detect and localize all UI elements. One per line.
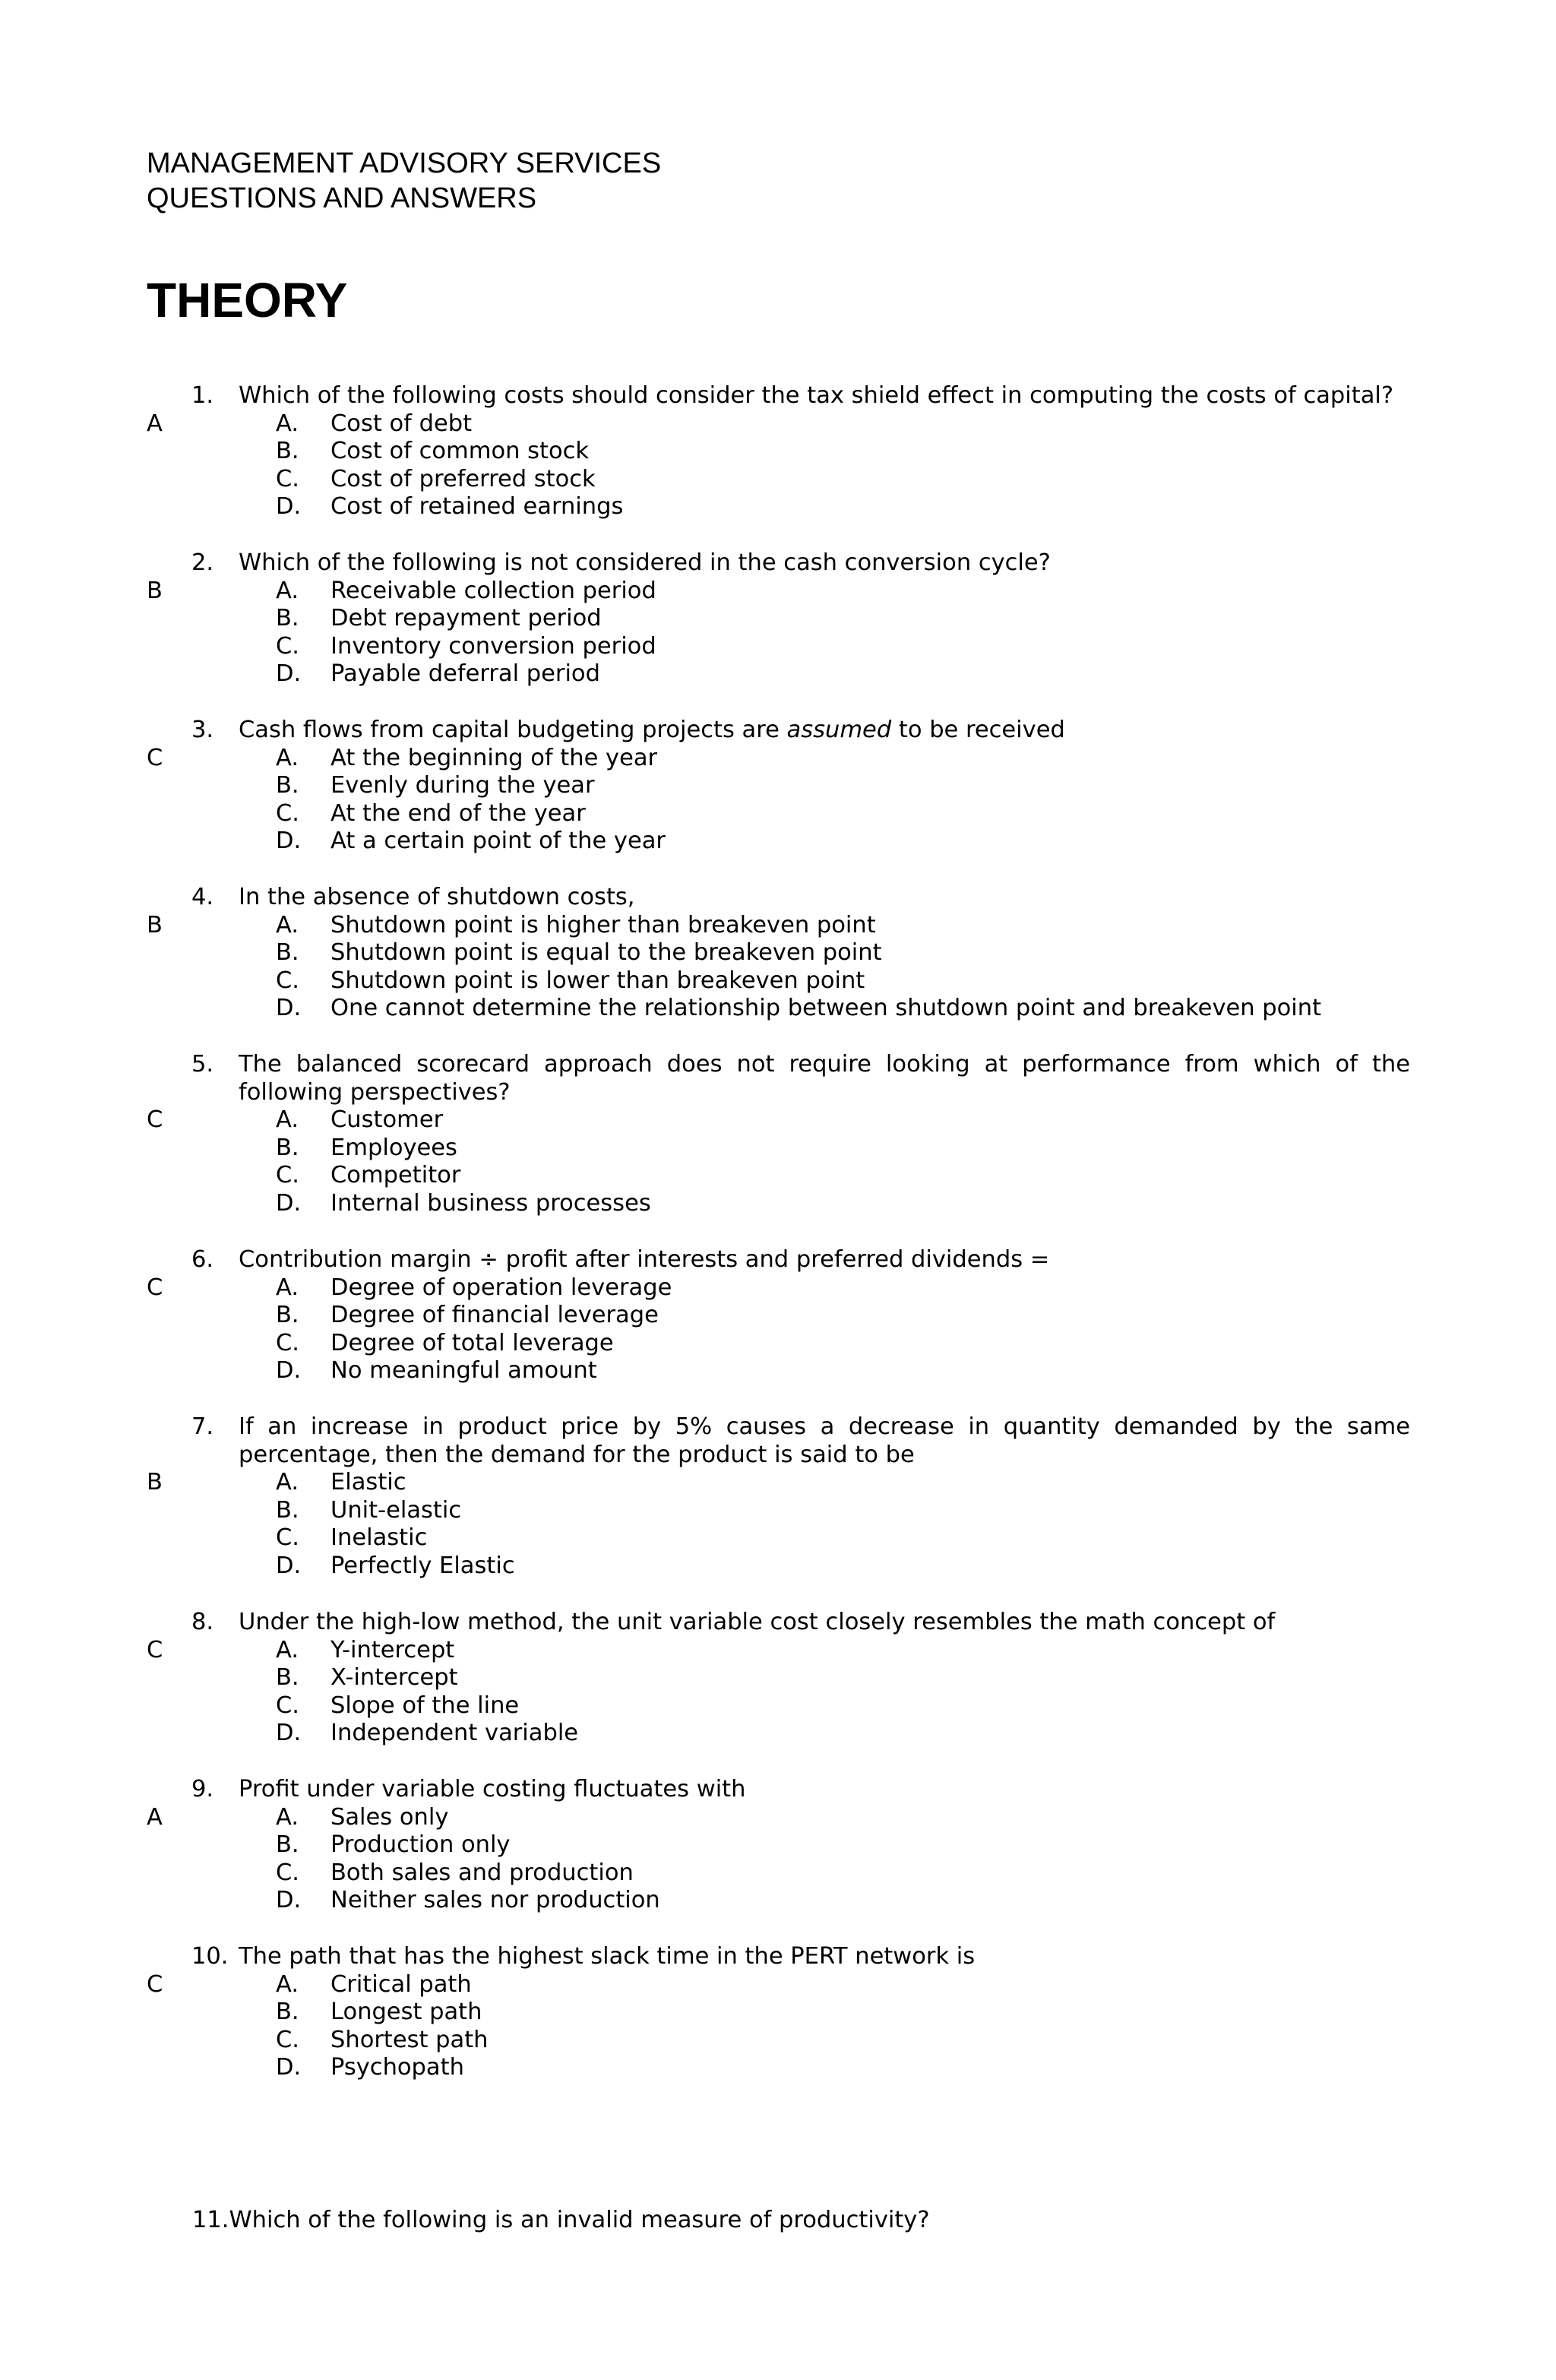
answer-key: C [147,1274,163,1301]
option-letter: D. [276,1887,302,1914]
option-text: Cost of preferred stock [330,465,596,492]
option-c [276,1330,614,1358]
question-text: In the absence of shutdown costs, [239,884,635,910]
question-number: 4. [191,884,214,910]
option-text: At the beginning of the year [330,744,658,771]
question-number: 5. [191,1051,214,1078]
question-number: 6. [191,1246,214,1273]
option-letter: A. [276,1970,299,1998]
option-letter: C. [276,1859,299,1886]
option-b [276,1302,659,1330]
option-d [276,493,623,521]
option-text: Perfectly Elastic [330,1552,515,1579]
option-a [276,1971,472,1999]
option-text: Employees [330,1134,457,1161]
option-text: Shortest path [330,2026,489,2053]
answer-key: B [147,911,163,938]
question-number: 2. [191,549,214,576]
option-d [276,2054,464,2082]
question-text: Which of the following costs should consider the tax shield effect in computing the costs of capital? [239,382,1394,409]
option-letter: D. [276,1190,302,1217]
option-d [276,1720,578,1748]
option-b [276,1831,510,1859]
option-text: Competitor [330,1162,461,1189]
option-letter: C. [276,799,299,827]
option-c [276,1692,519,1720]
option-letter: A. [276,410,299,437]
option-c [276,1859,634,1888]
question-text: Contribution margin ÷ profit after interests and preferred dividends = [239,1246,1050,1273]
option-letter: C. [276,1162,299,1189]
question-stem [191,382,1410,410]
option-c [276,1162,460,1190]
option-letter: D. [276,660,302,688]
option-text: Elastic [330,1469,406,1496]
option-a [276,578,656,606]
option-b [276,1999,482,2027]
answer-key: C [147,744,163,771]
option-text: Cost of common stock [330,438,590,465]
option-d [276,828,666,856]
section-title: THEORY [147,273,348,328]
option-text: Customer [330,1106,444,1134]
question-number: 10. [191,1943,229,1970]
question-stem [191,549,1410,578]
option-letter: B. [276,1831,299,1859]
option-b [276,939,882,967]
option-letter: A. [276,1636,299,1663]
answer-key: B [147,1469,163,1496]
option-letter: D. [276,1552,302,1579]
option-a [276,1469,406,1497]
option-text: Y-intercept [330,1636,455,1663]
option-letter: D. [276,1357,302,1385]
option-c [276,1524,427,1552]
option-letter: A. [276,577,299,604]
question-stem [191,1051,1410,1106]
option-a [276,1106,443,1135]
question-stem [191,1246,1410,1274]
question-emphasis: assumed [786,717,892,743]
question-stem [191,884,1410,912]
question-number: 7. [191,1413,214,1440]
option-letter: C. [276,1524,299,1552]
option-c [276,633,656,661]
option-text: Evenly during the year [330,772,595,799]
question-text: The path that has the highest slack time in the PERT network is [239,1943,976,1970]
option-text: Debt repayment period [330,605,602,632]
option-letter: A. [276,744,299,771]
option-text: Psychopath [330,2054,464,2081]
option-text: Both sales and production [330,1859,634,1886]
option-letter: C. [276,632,299,660]
option-b [276,1135,457,1163]
option-letter: A. [276,911,299,938]
question-text: The balanced scorecard approach does not require looking at performance from which of the following perspectives? [239,1051,1410,1106]
option-a [276,912,876,940]
question-stem [191,1413,1410,1469]
option-text: Unit-elastic [330,1496,462,1524]
option-text: One cannot determine the relationship between shutdown point and breakeven point [330,995,1322,1022]
question-text: Profit under variable costing fluctuates with [239,1776,746,1802]
option-text: Degree of operation leverage [330,1274,672,1301]
answer-key: B [147,577,163,604]
option-text: At the end of the year [330,799,586,827]
option-c [276,2027,489,2055]
option-d [276,995,1321,1023]
option-letter: B. [276,1496,299,1524]
option-text: Slope of the line [330,1692,520,1719]
question-11: 11.Which of the following is an invalid measure of productivity? [192,2207,930,2233]
option-text: Production only [330,1831,511,1859]
option-text: Independent variable [330,1720,579,1747]
option-letter: D. [276,1720,302,1747]
option-letter: A. [276,1106,299,1134]
option-d [276,1190,651,1218]
option-b [276,1664,458,1692]
option-c [276,967,865,995]
option-a [276,745,657,773]
question-stem [191,1609,1410,1637]
option-letter: D. [276,995,302,1022]
option-letter: B. [276,1302,299,1329]
question-number: 8. [191,1609,214,1635]
question-number: 3. [191,717,214,743]
option-b [276,605,602,633]
option-letter: B. [276,438,299,465]
question-number: 1. [191,382,214,409]
option-b [276,772,595,800]
option-text: Degree of total leverage [330,1329,614,1356]
question-stem [191,1776,1410,1804]
option-d [276,1357,597,1385]
option-letter: B. [276,1999,299,2026]
answer-key: C [147,1106,163,1134]
option-d [276,1552,515,1581]
option-a [276,1274,672,1302]
option-letter: C. [276,1692,299,1719]
option-letter: A. [276,1274,299,1301]
answer-key: C [147,1636,163,1663]
option-text: Inventory conversion period [330,632,656,660]
option-text: Shutdown point is equal to the breakeven point [330,939,882,967]
header-line-2: QUESTIONS AND ANSWERS [147,182,537,214]
option-text: Cost of retained earnings [330,493,624,521]
option-letter: D. [276,493,302,521]
option-letter: B. [276,939,299,967]
answer-key: C [147,1970,163,1998]
option-text: Internal business processes [330,1190,651,1217]
answer-key: A [147,1803,163,1831]
option-text: Critical path [330,1970,472,1998]
question-stem [191,1943,1410,1971]
question-text: Cash flows from capital budgeting projects are [239,717,787,743]
option-text: Receivable collection period [330,577,656,604]
question-number: 9. [191,1776,214,1802]
option-text: Cost of debt [330,410,473,437]
answer-key: A [147,410,163,437]
option-text: No meaningful amount [330,1357,597,1385]
option-text: Shutdown point is higher than breakeven point [330,911,876,938]
option-text: Neither sales nor production [330,1887,660,1914]
header-line-1: MANAGEMENT ADVISORY SERVICES [147,147,662,179]
option-letter: B. [276,605,299,632]
option-b [276,438,589,466]
option-letter: A. [276,1469,299,1496]
option-letter: C. [276,967,299,994]
option-letter: C. [276,465,299,492]
option-text: Sales only [330,1803,449,1831]
option-letter: B. [276,772,299,799]
option-a [276,1637,454,1665]
option-text: Inelastic [330,1524,428,1552]
option-text: X-intercept [330,1664,458,1692]
option-text: Shutdown point is lower than breakeven point [330,967,865,994]
question-text-end: to be received [891,717,1065,743]
document-header [147,146,661,216]
option-d [276,660,600,688]
option-a [276,410,472,438]
option-letter: D. [276,828,302,855]
option-text: At a certain point of the year [330,828,666,855]
option-b [276,1497,461,1525]
option-letter: C. [276,2026,299,2053]
option-c [276,466,596,494]
question-text: Under the high-low method, the unit variable cost closely resembles the math concept of [239,1609,1276,1635]
option-d [276,1887,660,1915]
option-text: Payable deferral period [330,660,600,688]
option-letter: B. [276,1134,299,1161]
option-letter: C. [276,1329,299,1356]
option-letter: A. [276,1803,299,1831]
option-c [276,800,586,828]
question-text: If an increase in product price by 5% causes a decrease in quantity demanded by the same percentage, then the demand for the product is said to be [239,1413,1410,1468]
option-text: Longest path [330,1999,482,2026]
option-letter: D. [276,2054,302,2081]
option-text: Degree of financial leverage [330,1302,659,1329]
question-stem [191,717,1410,745]
option-a [276,1804,448,1832]
option-letter: B. [276,1664,299,1692]
question-text: Which of the following is not considered in the cash conversion cycle? [239,549,1051,576]
